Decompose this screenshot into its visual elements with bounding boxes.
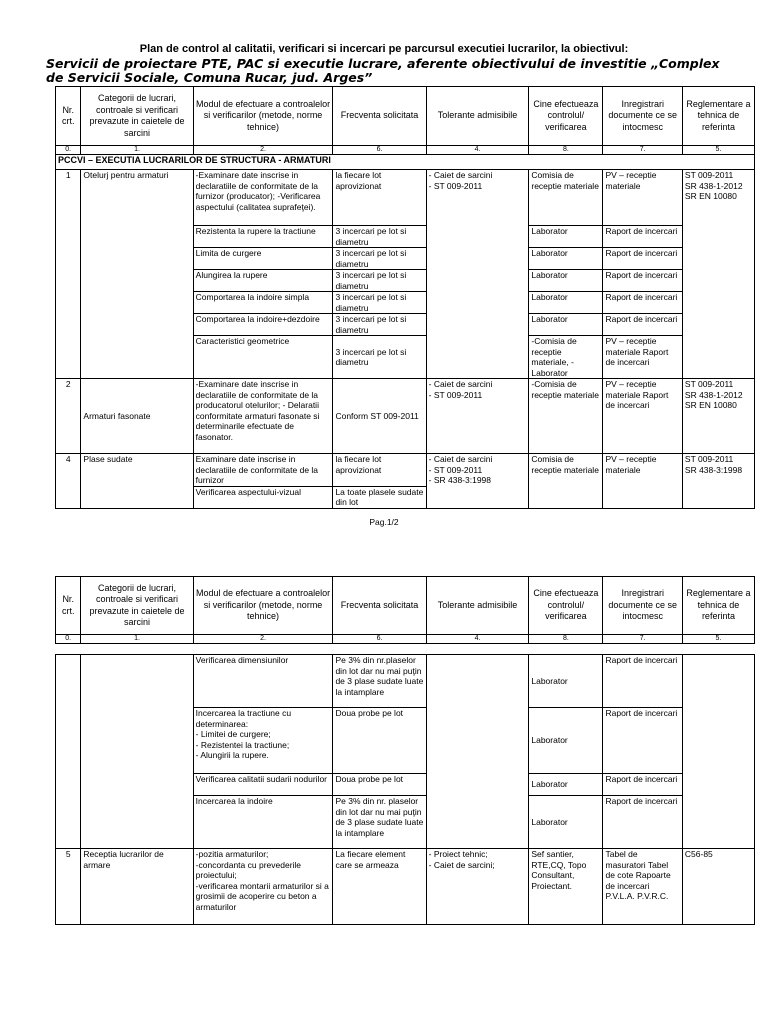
row-number (56, 655, 81, 849)
header-reglementare: Reglementare a tehnica de referinta (682, 577, 754, 635)
records-cell: Raport de incercari (603, 226, 682, 248)
records-cell: Raport de incercari (603, 655, 682, 708)
header-cine: Cine efectueaza controlul/ verificarea (529, 87, 603, 146)
header-inregistrari: Inregistrari documente ce se intocmesc (603, 577, 682, 635)
table-row (56, 849, 755, 925)
performer-cell: -Comisia de receptie materiale, -Laborator (529, 336, 603, 379)
control-plan-table-page1 (55, 86, 755, 509)
method-cell: Comportarea la indoire simpla (193, 292, 333, 314)
method-cell: Incercarea la indoire (193, 796, 333, 849)
col-number: 8. (529, 146, 603, 155)
regulation-cell: C56-85 (682, 849, 754, 925)
header-frecventa: Frecventa solicitata (333, 577, 426, 635)
method-cell: -Examinare date inscrise in declaratiile de conformitate de la producatorul otelurilor; - Delaratii conformitate armaturi fasonate si determinarile efectuate de fasonator. (193, 379, 333, 454)
header-categorii: Categorii de lucrari, controale si verificari prevazute in caietele de sarcini (81, 87, 193, 146)
project-subtitle: Servicii de proiectare PTE, PAC si executie lucrare, aferente obiectivului de investitie „Complex de Servicii Sociale, Comuna Rucar, jud. Arges” (46, 56, 720, 85)
control-plan-table-page2-header (55, 576, 755, 644)
performer-cell: Laborator (529, 270, 603, 292)
category-cell: Plase sudate (81, 454, 193, 509)
table-row (56, 655, 755, 708)
tolerance-cell: - Proiect tehnic; - Caiet de sarcini; (426, 849, 529, 925)
header-modul: Modul de efectuare a controalelor si verificarilor (metode, norme tehnice) (193, 87, 333, 146)
performer-cell: Laborator (529, 796, 603, 849)
frequency-cell: 3 incercari pe lot si diametru (333, 336, 426, 379)
col-number: 1. (81, 635, 193, 644)
table-row (56, 454, 755, 487)
performer-cell: Laborator (529, 292, 603, 314)
method-cell: Verificarea calitatii sudarii nodurilor (193, 774, 333, 796)
tolerance-cell: - Caiet de sarcini - ST 009-2011 (426, 379, 529, 454)
col-number: 6. (333, 635, 426, 644)
records-cell: Raport de incercari (603, 314, 682, 336)
performer-cell: Laborator (529, 655, 603, 708)
section-title: PCCVI – EXECUTIA LUCRARILOR DE STRUCTURA - ARMATURI (56, 155, 755, 170)
performer-cell: Comisia de receptie materiale (529, 170, 603, 226)
records-cell: PV – receptie materiale Raport de incercari (603, 336, 682, 379)
regulation-cell: ST 009-2011 SR 438-1-2012 SR EN 10080 (682, 379, 754, 454)
frequency-cell: Pe 3% din nr.plaselor din lot dar nu mai puţin de 3 plase sudate luate la intamplare (333, 655, 426, 708)
regulation-cell (682, 655, 754, 849)
records-cell: Raport de incercari (603, 774, 682, 796)
frequency-cell: Doua probe pe lot (333, 708, 426, 774)
frequency-cell: Conform ST 009-2011 (333, 379, 426, 454)
control-plan-table-page2 (55, 654, 755, 925)
performer-cell: Laborator (529, 774, 603, 796)
column-number-row (56, 635, 755, 644)
records-cell: PV – receptie materiale Raport de incercari (603, 379, 682, 454)
method-cell: Rezistenta la rupere la tractiune (193, 226, 333, 248)
header-cine: Cine efectueaza controlul/ verificarea (529, 577, 603, 635)
records-cell: Tabel de masuratori Tabel de cote Rapoarte de incercari P.V.L.A. P.V.R.C. (603, 849, 682, 925)
col-number: 5. (682, 146, 754, 155)
frequency-cell: 3 incercari pe lot si diametru (333, 226, 426, 248)
records-cell: Raport de incercari (603, 796, 682, 849)
header-tolerante: Tolerante admisibile (426, 87, 529, 146)
regulation-cell: ST 009-2011 SR 438-3:1998 (682, 454, 754, 509)
table-row (56, 170, 755, 226)
method-cell: Limita de curgere (193, 248, 333, 270)
method-cell: Verificarea dimensiunilor (193, 655, 333, 708)
category-cell: Otelurj pentru armaturi (81, 170, 193, 379)
performer-cell: Laborator (529, 314, 603, 336)
col-number: 7. (603, 635, 682, 644)
method-cell: -pozitia armaturilor; -concordanta cu prevederile proiectului; -verificarea montarii armaturilor si a grosimii de acoperire cu beton a armaturilor (193, 849, 333, 925)
category-cell: Receptia lucrarilor de armare (81, 849, 193, 925)
performer-cell: Laborator (529, 708, 603, 774)
frequency-cell: La toate plasele sudate din lot (333, 486, 426, 508)
frequency-cell: Doua probe pe lot (333, 774, 426, 796)
tolerance-cell (426, 655, 529, 849)
tolerance-cell: - Caiet de sarcini - ST 009-2011 (426, 170, 529, 379)
frequency-cell: Pe 3% din nr. plaselor din lot dar nu mai puţin de 3 plase sudate luate la intamplare (333, 796, 426, 849)
col-number: 4. (426, 146, 529, 155)
method-cell: Caracteristici geometrice (193, 336, 333, 379)
row-number: 4 (56, 454, 81, 509)
frequency-cell: la fiecare lot aprovizionat (333, 170, 426, 226)
header-nr: Nr. crt. (56, 577, 81, 635)
regulation-cell: ST 009-2011 SR 438-1-2012 SR EN 10080 (682, 170, 754, 379)
header-inregistrari: Inregistrari documente ce se intocmesc (603, 87, 682, 146)
frequency-cell: 3 incercari pe lot si diametru (333, 314, 426, 336)
header-row (56, 577, 755, 635)
col-number: 1. (81, 146, 193, 155)
method-cell: Alungirea la rupere (193, 270, 333, 292)
header-reglementare: Reglementare a tehnica de referinta (682, 87, 754, 146)
section-row (56, 155, 755, 170)
performer-cell: -Comisia de receptie materiale (529, 379, 603, 454)
col-number: 5. (682, 635, 754, 644)
page-number-label: Pag.1/2 (369, 517, 399, 527)
frequency-cell: 3 incercari pe lot si diametru (333, 292, 426, 314)
frequency-cell: La fiecare element care se armeaza (333, 849, 426, 925)
records-cell: PV – receptie materiale (603, 170, 682, 226)
records-cell: Raport de incercari (603, 248, 682, 270)
performer-cell: Sef santier, RTE,CQ, Topo Consultant, Proiectant. (529, 849, 603, 925)
frequency-cell: la fiecare lot aprovizionat (333, 454, 426, 487)
method-cell: Comportarea la indoire+dezdoire (193, 314, 333, 336)
category-cell: Armaturi fasonate (81, 379, 193, 454)
category-cell (81, 655, 193, 849)
performer-cell: Laborator (529, 226, 603, 248)
performer-cell: Laborator (529, 248, 603, 270)
header-row (56, 87, 755, 146)
col-number: 0. (56, 146, 81, 155)
col-number: 2. (193, 635, 333, 644)
col-number: 0. (56, 635, 81, 644)
records-cell: Raport de incercari (603, 708, 682, 774)
row-number: 1 (56, 170, 81, 379)
frequency-cell: 3 incercari pe lot si diametru (333, 270, 426, 292)
table-row (56, 379, 755, 454)
header-frecventa: Frecventa solicitata (333, 87, 426, 146)
col-number: 6. (333, 146, 426, 155)
records-cell: Raport de incercari (603, 270, 682, 292)
frequency-cell: 3 incercari pe lot si diametru (333, 248, 426, 270)
row-number: 2 (56, 379, 81, 454)
col-number: 7. (603, 146, 682, 155)
col-number: 8. (529, 635, 603, 644)
method-cell: Verificarea aspectului-vizual (193, 486, 333, 508)
performer-cell: Comisia de receptie materiale (529, 454, 603, 509)
document-title: Plan de control al calitatii, verificari si incercari pe parcursul executiei lucrarilor, la obiectivul: (139, 43, 629, 55)
row-number: 5 (56, 849, 81, 925)
col-number: 4. (426, 635, 529, 644)
header-tolerante: Tolerante admisibile (426, 577, 529, 635)
column-number-row (56, 146, 755, 155)
header-categorii: Categorii de lucrari, controale si verificari prevazute in caietele de sarcini (81, 577, 193, 635)
method-cell: Incercarea la tractiune cu determinarea: - Limitei de curgere; - Rezistentei la tractiune; - Alungirii la rupere. (193, 708, 333, 774)
header-nr: Nr. crt. (56, 87, 81, 146)
header-modul: Modul de efectuare a controalelor si verificarilor (metode, norme tehnice) (193, 577, 333, 635)
tolerance-cell: - Caiet de sarcini - ST 009-2011 - SR 438-3:1998 (426, 454, 529, 509)
col-number: 2. (193, 146, 333, 155)
records-cell: Raport de incercari (603, 292, 682, 314)
records-cell: PV – receptie materiale (603, 454, 682, 509)
method-cell: -Examinare date inscrise in declaratiile de conformitate de la furnizor (producator); -Verificarea aspectului (calitatea suprafeţei). (193, 170, 333, 226)
method-cell: Examinare date inscrise in declaratiile de conformitate de la furnizor (193, 454, 333, 487)
